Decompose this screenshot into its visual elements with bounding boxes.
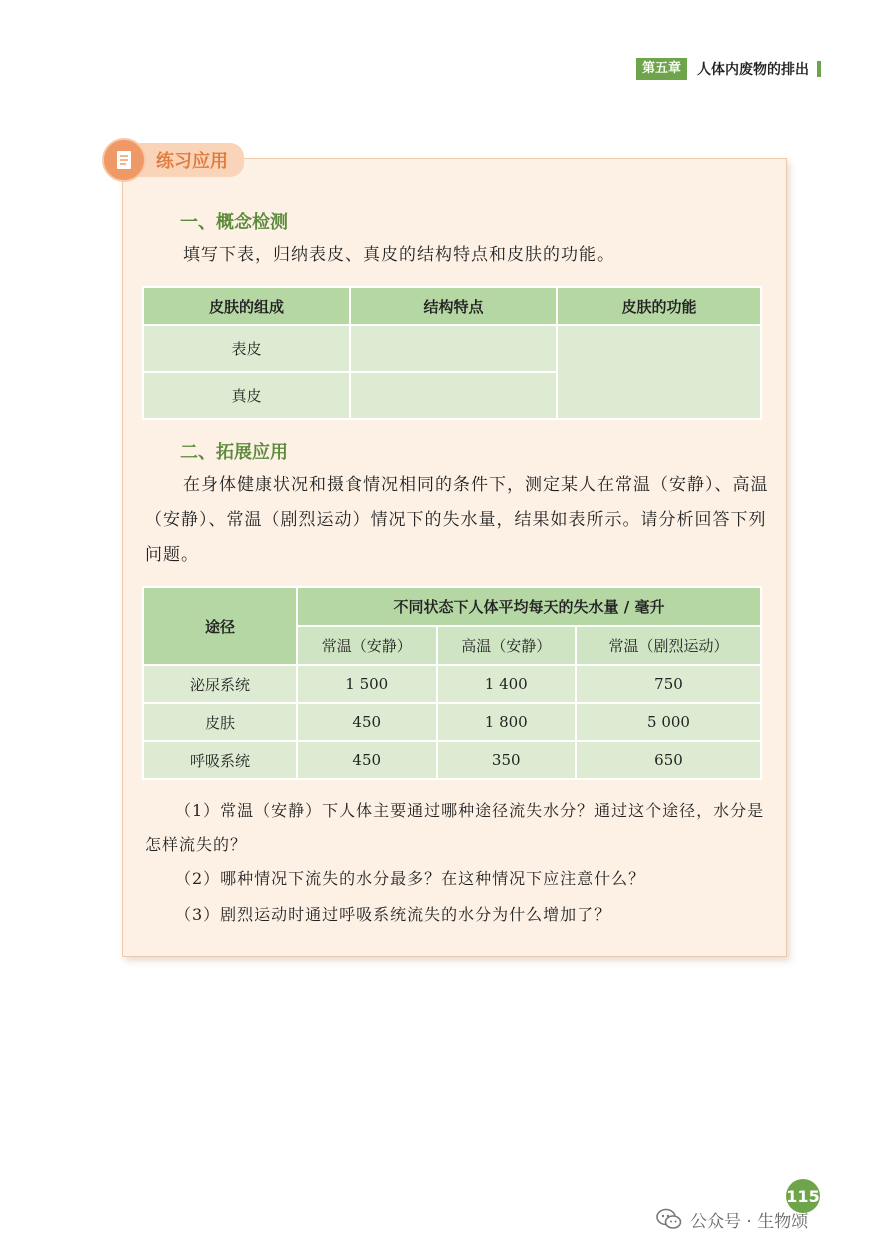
value-cell: 1 800 (437, 703, 577, 741)
section1-title: 一、概念检测 (180, 212, 288, 233)
header-bar (817, 61, 821, 77)
value-cell: 1 500 (297, 665, 437, 703)
badge-label: 练习应用 (136, 143, 244, 177)
route-name: 皮肤 (143, 703, 297, 741)
skin-header-structure: 结构特点 (350, 287, 557, 325)
skin-header-function: 皮肤的功能 (557, 287, 761, 325)
wechat-icon (656, 1208, 682, 1230)
skin-row-dermis: 真皮 (143, 372, 350, 419)
skin-table (142, 286, 762, 420)
value-cell: 450 (297, 703, 437, 741)
question-1: （1）常温（安静）下人体主要通过哪种途径流失水分？通过这个途径，水分是怎样流失的？ (145, 801, 765, 854)
skin-cell-blank (557, 325, 761, 419)
skin-cell-blank (350, 325, 557, 372)
watermark-text: 公众号 · 生物颂 (690, 1211, 809, 1232)
value-cell: 650 (576, 741, 761, 779)
chapter-tag: 第五章 (636, 58, 687, 80)
water-loss-table (142, 586, 762, 780)
route-name: 泌尿系统 (143, 665, 297, 703)
skin-cell-blank (350, 372, 557, 419)
table-row (143, 665, 761, 703)
page-header (636, 58, 821, 80)
value-cell: 450 (297, 741, 437, 779)
section2-paragraph: 在身体健康状况和摄食情况相同的条件下，测定某人在常温（安静）、高温（安静）、常温（剧烈运动）情况下的失水量，结果如表所示。请分析回答下列问题。 (145, 475, 769, 565)
section2-title: 二、拓展应用 (180, 442, 288, 463)
value-cell: 5 000 (576, 703, 761, 741)
question-2: （2）哪种情况下流失的水分最多？在这种情况下应注意什么？ (175, 869, 646, 888)
notebook-icon (102, 138, 146, 182)
skin-row-epidermis: 表皮 (143, 325, 350, 372)
exercise-badge (102, 138, 244, 182)
value-cell: 1 400 (437, 665, 577, 703)
sub-header: 常温（剧烈运动） (576, 626, 761, 665)
section1-instruction: 填写下表，归纳表皮、真皮的结构特点和皮肤的功能。 (183, 245, 615, 265)
chapter-title: 人体内废物的排出 (697, 62, 809, 78)
sub-header: 常温（安静） (297, 626, 437, 665)
value-cell: 350 (437, 741, 577, 779)
route-header: 途径 (143, 587, 297, 665)
sub-header: 高温（安静） (437, 626, 577, 665)
value-cell: 750 (576, 665, 761, 703)
route-name: 呼吸系统 (143, 741, 297, 779)
question-3: （3）剧烈运动时通过呼吸系统流失的水分为什么增加了？ (175, 905, 612, 924)
group-header: 不同状态下人体平均每天的失水量 / 毫升 (297, 587, 761, 626)
table-row (143, 741, 761, 779)
watermark (656, 1205, 808, 1233)
page-number: 115 (786, 1179, 820, 1213)
table-row (143, 703, 761, 741)
skin-header-composition: 皮肤的组成 (143, 287, 350, 325)
